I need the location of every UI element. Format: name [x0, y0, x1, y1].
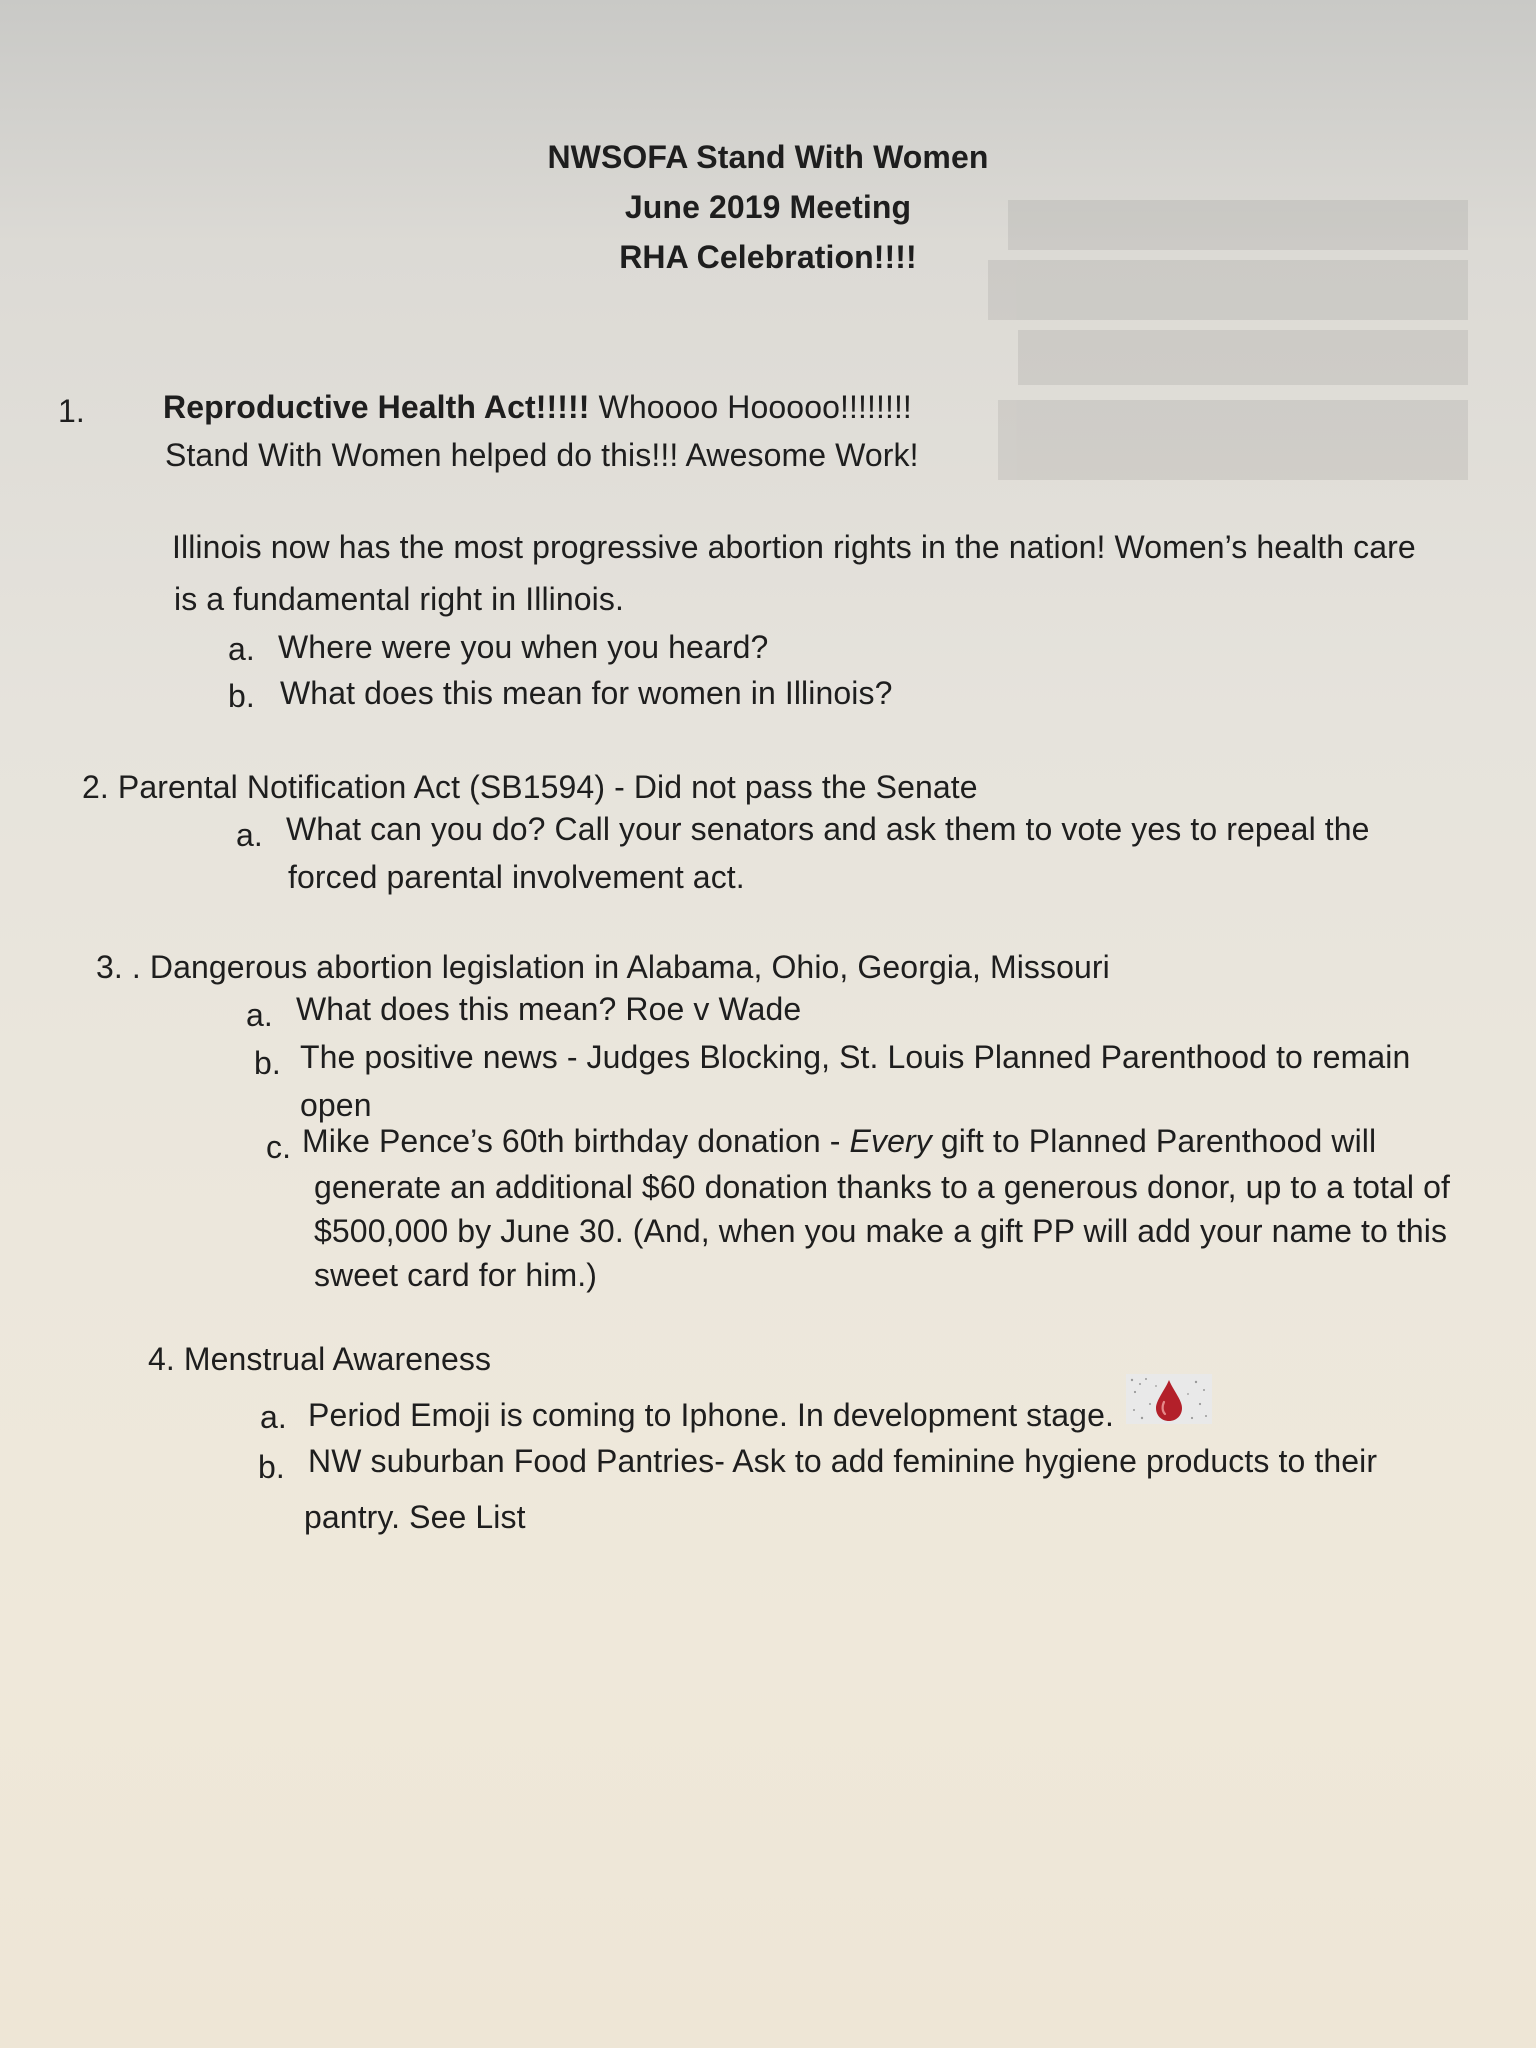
section-1-number: 1.: [58, 393, 85, 429]
section-1-paragraph-line2: is a fundamental right in Illinois.: [174, 581, 624, 617]
section-4-item-b-marker: b.: [258, 1449, 285, 1485]
section-1-heading-bold: Reproductive Health Act!!!!!: [163, 389, 590, 425]
section-1-paragraph-line1: Illinois now has the most progressive abortion rights in the nation! Women’s health care: [172, 529, 1416, 565]
section-1-item-a-marker: a.: [228, 631, 255, 667]
section-3-item-c-emphasis: Every: [849, 1123, 932, 1159]
section-3-item-c-line4: sweet card for him.): [314, 1257, 597, 1293]
section-3-item-b-marker: b.: [254, 1045, 281, 1081]
section-3-item-a-marker: a.: [246, 997, 273, 1033]
section-1-heading-rest: Whoooo Hooooo!!!!!!!!: [598, 389, 912, 425]
section-3-item-b-line2: open: [300, 1087, 372, 1123]
section-4-item-a-marker: a.: [260, 1399, 287, 1435]
section-1-item-b: What does this mean for women in Illinois?: [280, 675, 893, 711]
section-3-item-c-line2: generate an additional $60 donation thanks to a generous donor, up to a total of: [314, 1169, 1450, 1205]
celebration-heading: RHA Celebration!!!!: [619, 239, 917, 275]
section-2-heading: 2. Parental Notification Act (SB1594) - Did not pass the Senate: [82, 769, 978, 805]
section-1-item-b-marker: b.: [228, 678, 255, 714]
section-3-item-c-line3: $500,000 by June 30. (And, when you make a gift PP will add your name to this: [314, 1213, 1448, 1249]
section-3-heading: 3. . Dangerous abortion legislation in Alabama, Ohio, Georgia, Missouri: [96, 949, 1110, 985]
section-3-item-c-line1: [302, 1122, 1376, 1160]
section-4-item-b-line1: NW suburban Food Pantries- Ask to add feminine hygiene products to their: [308, 1443, 1378, 1479]
section-4-heading: 4. Menstrual Awareness: [148, 1341, 492, 1377]
section-1-heading: [163, 388, 912, 426]
document-subtitle: June 2019 Meeting: [624, 189, 912, 225]
section-1-item-a: Where were you when you heard?: [278, 629, 769, 665]
section-2-item-a-line2: forced parental involvement act.: [288, 859, 745, 895]
section-3-item-c-marker: c.: [266, 1129, 292, 1165]
section-4-item-b-line2: pantry. See List: [304, 1499, 526, 1535]
section-4-item-a: Period Emoji is coming to Iphone. In development stage.: [308, 1397, 1114, 1433]
document-title: NWSOFA Stand With Women: [547, 139, 989, 175]
blood-drop-icon: [1126, 1374, 1212, 1424]
section-2-item-a-line1: What can you do? Call your senators and ask them to vote yes to repeal the: [286, 811, 1370, 847]
section-2-item-a-marker: a.: [236, 817, 263, 853]
section-3-item-a: What does this mean? Roe v Wade: [296, 991, 802, 1027]
section-3-item-b-line1: The positive news - Judges Blocking, St. Louis Planned Parenthood to remain: [300, 1039, 1411, 1075]
section-3-item-c-line1-a: Mike Pence’s 60th birthday donation -: [302, 1123, 850, 1159]
section-1-line2: Stand With Women helped do this!!! Awesome Work!: [165, 437, 919, 473]
section-3-item-c-line1-b: gift to Planned Parenthood will: [931, 1123, 1377, 1159]
